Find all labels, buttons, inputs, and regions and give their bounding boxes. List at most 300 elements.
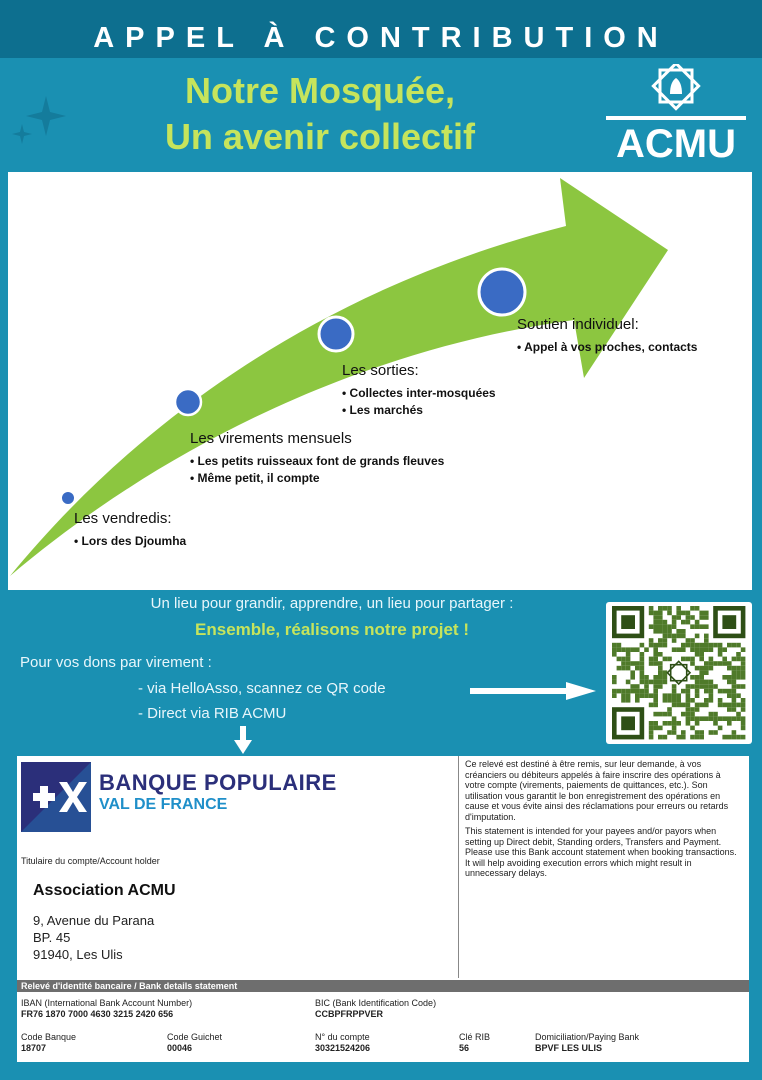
qr-module [727,693,732,698]
qr-module [681,634,686,639]
qr-module [690,707,695,712]
qr-module [736,670,741,675]
qr-module [663,735,668,740]
qr-module [653,712,658,717]
qr-module [612,689,617,694]
qr-module [658,726,663,731]
holder-label: Titulaire du compte/Account holder [21,856,160,866]
qr-module [640,689,645,694]
cle-rib-field [459,1032,490,1053]
qr-module [649,661,654,666]
qr-module [695,693,700,698]
qr-module [667,629,672,634]
qr-module [699,716,704,721]
qr-module [709,666,714,671]
qr-module [690,657,695,662]
qr-module [676,698,681,703]
qr-module [658,624,663,629]
qr-module [704,670,709,675]
qr-module [690,661,695,666]
qr-module [736,643,741,648]
qr-module [626,666,631,671]
qr-module [626,652,631,657]
milestone-dot-2 [175,389,201,415]
arrow-down-icon [234,726,252,754]
code-banque-label: Code Banque [21,1032,77,1042]
qr-module [741,735,746,740]
qr-module [686,698,691,703]
qr-module [676,647,681,652]
qr-module [686,638,691,643]
qr-module [732,698,737,703]
qr-module [663,620,668,625]
qr-module [741,670,746,675]
qr-module [686,693,691,698]
qr-module [635,666,640,671]
qr-module [704,666,709,671]
qr-module [718,652,723,657]
qr-module [704,647,709,652]
qr-module [709,712,714,717]
qr-module [676,735,681,740]
address-line: BP. 45 [33,930,71,945]
qr-module [695,634,700,639]
qr-module [630,675,635,680]
headline-line-2: Un avenir collectif [164,116,476,157]
qr-module [690,684,695,689]
qr-module [672,638,677,643]
qr-module [713,712,718,717]
qr-module [727,680,732,685]
qr-module [663,712,668,717]
qr-module [663,693,668,698]
qr-module [732,680,737,685]
qr-module [649,643,654,648]
qr-module [695,652,700,657]
qr-module [626,698,631,703]
bank-region: VAL DE FRANCE [99,796,228,813]
qr-module [672,730,677,735]
qr-module [686,643,691,648]
qr-module [681,712,686,717]
qr-module [686,615,691,620]
qr-module [699,643,704,648]
qr-module [704,624,709,629]
qr-module [672,721,677,726]
qr-module [732,684,737,689]
qr-module [649,726,654,731]
bank-name: BANQUE POPULAIRE [99,770,337,795]
code-banque-field [21,1032,76,1053]
qr-module [695,643,700,648]
qr-module [686,657,691,662]
qr-module [630,670,635,675]
bic-label: BIC (Bank Identification Code) [315,998,437,1008]
qr-module [667,707,672,712]
qr-module [621,666,626,671]
address-line: 9, Avenue du Parana [33,913,155,928]
qr-module [736,675,741,680]
qr-module [653,647,658,652]
qr-module [704,716,709,721]
qr-module [658,675,663,680]
qr-module [658,629,663,634]
qr-module [640,652,645,657]
qr-module [667,606,672,611]
headline [80,68,560,160]
qr-module [686,716,691,721]
tagline: Un lieu pour grandir, apprendre, un lieu pour partager : [150,595,514,612]
qr-module [612,652,617,657]
qr-module [672,698,677,703]
qr-module [663,680,668,685]
iban-value: FR76 1870 7000 4630 3215 2420 656 [21,1009,174,1019]
qr-module [732,643,737,648]
qr-module [626,657,631,662]
qr-module [718,689,723,694]
qr-module [663,675,668,680]
qr-module [699,647,704,652]
qr-module [709,730,714,735]
qr-code[interactable] [606,602,752,744]
qr-module [699,735,704,740]
qr-module [709,689,714,694]
qr-module [727,675,732,680]
qr-module [681,643,686,648]
qr-module [649,703,654,708]
qr-module [653,652,658,657]
qr-module [709,643,714,648]
qr-module [649,606,654,611]
qr-finder [612,606,644,638]
qr-module [667,712,672,717]
qr-module [663,721,668,726]
qr-module [699,670,704,675]
qr-module [681,657,686,662]
qr-module [672,716,677,721]
qr-module [672,703,677,708]
qr-module [727,661,732,666]
qr-module [686,721,691,726]
qr-module [690,606,695,611]
qr-module [635,647,640,652]
qr-module [663,629,668,634]
qr-module [667,624,672,629]
qr-module [727,643,732,648]
qr-module [699,684,704,689]
qr-module [727,735,732,740]
qr-module [653,689,658,694]
logo-text: ACMU [616,122,736,166]
qr-module [699,657,704,662]
qr-module [672,647,677,652]
qr-module [617,657,622,662]
qr-module [718,643,723,648]
qr-module [663,624,668,629]
qr-module [658,652,663,657]
step-virements [190,430,444,487]
qr-module [676,721,681,726]
qr-module [690,647,695,652]
qr-module [741,666,746,671]
code-guichet-label: Code Guichet [167,1032,223,1042]
qr-module [630,684,635,689]
qr-module [653,693,658,698]
qr-module [640,657,645,662]
donation-intro: Pour vos dons par virement : [20,654,212,671]
qr-module [663,638,668,643]
qr-module [667,698,672,703]
qr-module [718,661,723,666]
qr-module [658,606,663,611]
qr-module [649,730,654,735]
qr-module [718,703,723,708]
qr-module [695,666,700,671]
step-title: Les sorties: [342,362,419,379]
qr-module [732,666,737,671]
qr-module [686,684,691,689]
qr-module [690,735,695,740]
qr-module [653,657,658,662]
mosque-logo-icon [605,64,747,116]
qr-module [653,726,658,731]
qr-module [681,629,686,634]
qr-module [630,689,635,694]
qr-module [722,661,727,666]
qr-module [658,638,663,643]
qr-module [626,661,631,666]
qr-module [713,716,718,721]
qr-module [640,661,645,666]
qr-module [626,693,631,698]
qr-module [695,689,700,694]
qr-module [695,620,700,625]
qr-module [722,735,727,740]
qr-module [709,693,714,698]
qr-module [699,624,704,629]
qr-module [727,716,732,721]
qr-module [727,707,732,712]
qr-module [663,606,668,611]
compte-field [315,1032,370,1053]
qr-module [658,643,663,648]
qr-module [709,684,714,689]
qr-module [621,693,626,698]
qr-module [732,693,737,698]
step-title: Soutien individuel: [517,316,639,333]
qr-module [736,712,741,717]
qr-module [695,647,700,652]
qr-module [699,611,704,616]
qr-module [649,721,654,726]
qr-module [635,689,640,694]
qr-module [709,680,714,685]
qr-module [695,606,700,611]
qr-module [741,721,746,726]
qr-module [690,712,695,717]
qr-module [699,675,704,680]
qr-module [741,684,746,689]
page-title: APPEL À CONTRIBUTION [93,22,669,54]
qr-module [644,693,649,698]
qr-module [676,629,681,634]
qr-module [653,624,658,629]
qr-module [617,689,622,694]
ensemble-slogan: Ensemble, réalisons notre projet ! [195,620,469,639]
qr-module [704,634,709,639]
qr-module [672,615,677,620]
qr-module [741,726,746,731]
qr-module [695,730,700,735]
step-bullet: • Collectes inter-mosquées [342,385,496,402]
qr-module [690,643,695,648]
banque-populaire-logo-icon [21,762,91,832]
qr-module [676,703,681,708]
qr-module [644,675,649,680]
qr-module [709,716,714,721]
qr-module [699,666,704,671]
qr-module [736,735,741,740]
arrow-right-icon [470,682,596,700]
qr-module [736,693,741,698]
qr-module [722,716,727,721]
qr-module [722,675,727,680]
qr-module [718,716,723,721]
qr-module [709,657,714,662]
qr-module [612,680,617,685]
qr-module [672,620,677,625]
domiciliation-field [535,1032,639,1053]
qr-module [649,638,654,643]
qr-module [676,693,681,698]
qr-module [736,684,741,689]
qr-module [667,721,672,726]
qr-module [732,716,737,721]
qr-module [626,647,631,652]
qr-module [695,680,700,685]
iban-label: IBAN (International Bank Account Number) [21,998,193,1008]
qr-module [649,680,654,685]
holder-address [33,912,154,963]
qr-module [736,716,741,721]
notice-fr: Ce relevé est destiné à être remis, sur leur demande, à vos créanciers ou débiteurs appelés à faire inscrire des opérations à votre compte (virements, paiements de quittances, etc.). Son utilisation vous garantit le bon enregistrement des opérations en cause et vous évite ainsi des réclamations pour erreurs ou retards d'imputation. [465,759,729,822]
qr-module [644,647,649,652]
qr-module [741,707,746,712]
qr-module [695,675,700,680]
qr-module [741,698,746,703]
qr-module [667,634,672,639]
qr-module [626,680,631,685]
notice-en: This statement is intended for your payees and/or payors when setting up Direct debit, Standing orders, Transfers and Payment. Please use this Bank account statement when booking transactions. It will help avoiding execution errors which might result in unnecessary delays. [465,826,737,878]
qr-module [653,721,658,726]
qr-module [686,611,691,616]
qr-module [640,675,645,680]
qr-module [617,666,622,671]
qr-module [713,643,718,648]
milestone-dot-1 [61,491,75,505]
milestone-dot-4 [479,269,525,315]
qr-module [699,652,704,657]
qr-module [681,703,686,708]
qr-module [676,634,681,639]
qr-module [612,693,617,698]
qr-module [681,620,686,625]
qr-module [704,698,709,703]
qr-module [727,666,732,671]
qr-module [653,643,658,648]
qr-module [704,661,709,666]
step-bullet: • Même petit, il compte [190,470,444,487]
qr-module [713,721,718,726]
qr-module [732,730,737,735]
qr-module [699,703,704,708]
qr-module [658,620,663,625]
qr-module [709,647,714,652]
qr-module [741,716,746,721]
qr-module [649,735,654,740]
qr-module [676,606,681,611]
qr-module [741,657,746,662]
qr-module [704,703,709,708]
qr-module [732,675,737,680]
qr-module [667,611,672,616]
qr-module [658,661,663,666]
qr-module [658,666,663,671]
cle-rib-label: Clé RIB [459,1032,491,1042]
qr-module [686,707,691,712]
bank-left-section [17,756,457,978]
qr-module [681,735,686,740]
rib-title-bar: Relevé d'identité bancaire / Bank details statement [17,980,749,992]
qr-module [653,615,658,620]
qr-module [621,661,626,666]
qr-module [653,703,658,708]
qr-module [727,721,732,726]
qr-module [681,647,686,652]
qr-module [667,693,672,698]
qr-module [658,684,663,689]
step-sorties [342,362,496,419]
qr-module [695,707,700,712]
qr-module [713,730,718,735]
qr-module [690,698,695,703]
qr-module [663,698,668,703]
address-line: 91940, Les Ulis [33,947,123,962]
step-bullet: • Les petits ruisseaux font de grands fleuves [190,453,444,470]
qr-module [640,680,645,685]
qr-module [617,643,622,648]
qr-module [690,624,695,629]
holder-name: Association ACMU [33,882,176,899]
qr-module [653,629,658,634]
qr-module [663,643,668,648]
qr-module [732,689,737,694]
qr-module [658,611,663,616]
qr-module [644,680,649,685]
code-banque-value: 18707 [21,1043,47,1053]
qr-module [741,675,746,680]
qr-module [621,657,626,662]
qr-module [727,689,732,694]
qr-module [667,657,672,662]
qr-module [709,698,714,703]
qr-module [621,698,626,703]
qr-module [722,657,727,662]
qr-module [722,703,727,708]
qr-module [722,689,727,694]
qr-module [644,684,649,689]
qr-module [676,611,681,616]
